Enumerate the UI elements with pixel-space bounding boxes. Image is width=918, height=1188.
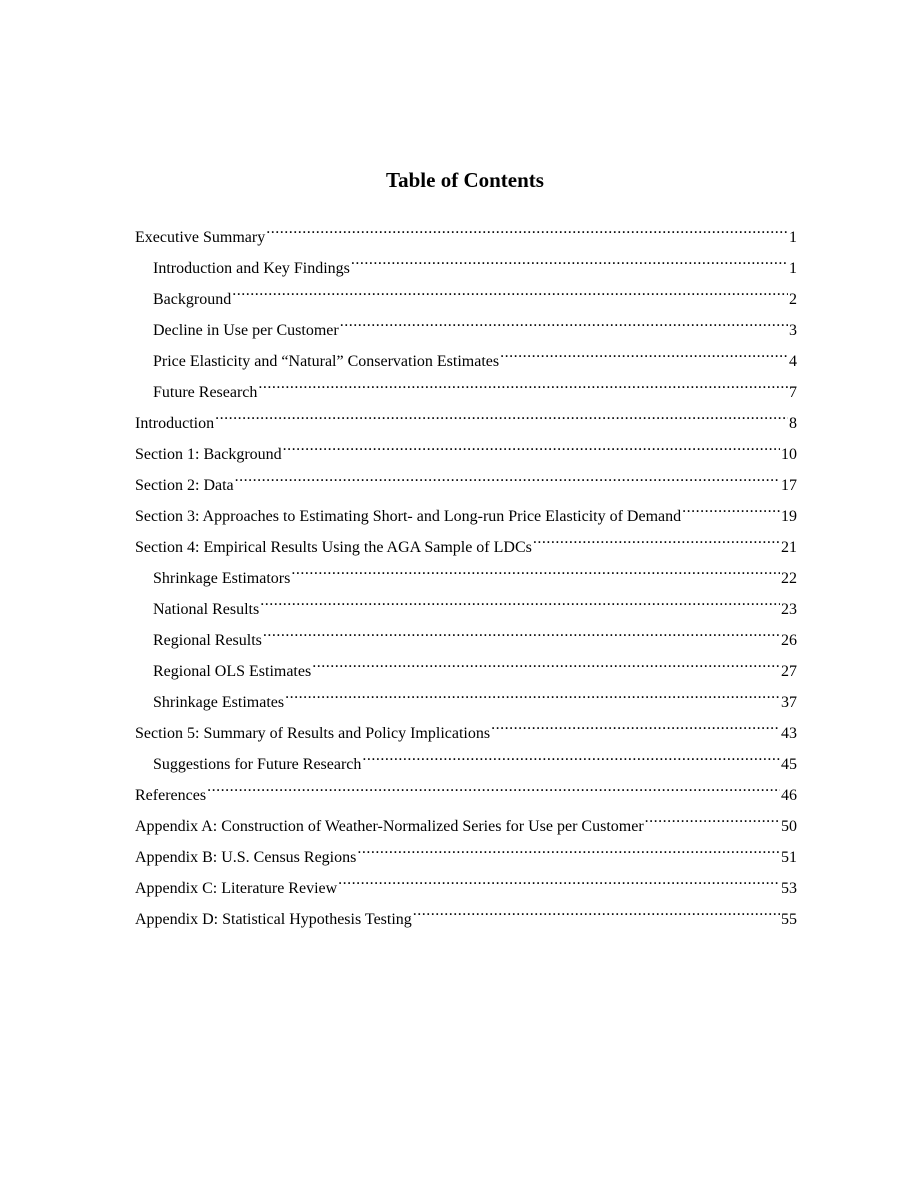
toc-page-number: 2	[789, 291, 797, 308]
toc-entry-title: Appendix A: Construction of Weather-Normalized Series for Use per Customer	[135, 818, 644, 835]
toc-page-number: 55	[781, 911, 797, 928]
toc-entry-title: National Results	[153, 601, 260, 618]
toc-entry-title: Suggestions for Future Research	[153, 756, 362, 773]
dot-leader	[645, 805, 780, 831]
toc-entry-title: Appendix C: Literature Review	[135, 880, 338, 897]
toc-subentry[interactable]	[135, 247, 797, 278]
toc-subentry[interactable]	[135, 650, 797, 681]
toc-entry-title: Section 5: Summary of Results and Policy Implications	[135, 725, 491, 742]
dot-leader	[291, 557, 780, 583]
toc-page-number: 1	[789, 260, 797, 277]
toc-entry-title: Future Research	[153, 384, 258, 401]
dot-leader	[258, 371, 788, 397]
dot-leader	[285, 681, 780, 707]
toc-entry-title: Shrinkage Estimates	[153, 694, 285, 711]
toc-page-number: 50	[781, 818, 797, 835]
dot-leader	[413, 898, 780, 924]
toc-entry-title: Regional Results	[153, 632, 262, 649]
toc-page-number: 10	[781, 446, 797, 463]
dot-leader	[283, 433, 780, 459]
dot-leader	[351, 247, 788, 273]
toc-entry-title: Section 2: Data	[135, 477, 234, 494]
toc-page-number: 51	[781, 849, 797, 866]
toc-page-number: 1	[789, 229, 797, 246]
toc-page-number: 7	[789, 384, 797, 401]
dot-leader	[357, 836, 780, 862]
toc-entry-title: Decline in Use per Customer	[153, 322, 339, 339]
toc-page-number: 27	[781, 663, 797, 680]
page-title: Table of Contents	[386, 168, 544, 192]
toc-entry[interactable]	[135, 495, 797, 526]
toc-subentry[interactable]	[135, 557, 797, 588]
toc-subentry[interactable]	[135, 619, 797, 650]
dot-leader	[491, 712, 780, 738]
dot-leader	[533, 526, 780, 552]
toc-entry[interactable]	[135, 867, 797, 898]
toc-subentry[interactable]	[135, 743, 797, 774]
dot-leader	[235, 464, 780, 490]
toc-page-number: 37	[781, 694, 797, 711]
toc-entry[interactable]	[135, 464, 797, 495]
toc-entry[interactable]	[135, 805, 797, 836]
toc-entry-title: Appendix D: Statistical Hypothesis Testing	[135, 911, 412, 928]
toc-entry[interactable]	[135, 712, 797, 743]
toc-subentry[interactable]	[135, 278, 797, 309]
toc-entry-title: Section 4: Empirical Results Using the AGA Sample of LDCs	[135, 539, 532, 556]
toc-page-number: 3	[789, 322, 797, 339]
toc-entry[interactable]	[135, 898, 797, 929]
toc-entry-title: Executive Summary	[135, 229, 266, 246]
toc-list	[135, 216, 797, 929]
toc-entry-title: Regional OLS Estimates	[153, 663, 312, 680]
toc-subentry[interactable]	[135, 371, 797, 402]
toc-entry-title: Introduction and Key Findings	[153, 260, 350, 277]
toc-subentry[interactable]	[135, 309, 797, 340]
dot-leader	[362, 743, 780, 769]
dot-leader	[312, 650, 780, 676]
dot-leader	[338, 867, 780, 893]
toc-page-number: 43	[781, 725, 797, 742]
toc-page-number: 21	[781, 539, 797, 556]
toc-page-number: 17	[781, 477, 797, 494]
toc-page-number: 8	[789, 415, 797, 432]
dot-leader	[260, 588, 780, 614]
dot-leader	[263, 619, 780, 645]
dot-leader	[500, 340, 788, 366]
toc-entry-title: Section 3: Approaches to Estimating Short- and Long-run Price Elasticity of Demand	[135, 508, 682, 525]
toc-entry[interactable]	[135, 774, 797, 805]
toc-entry[interactable]	[135, 836, 797, 867]
toc-entry[interactable]	[135, 433, 797, 464]
toc-entry-title: Background	[153, 291, 232, 308]
toc-entry-title: Appendix B: U.S. Census Regions	[135, 849, 357, 866]
toc-entry[interactable]	[135, 402, 797, 433]
toc-entry[interactable]	[135, 216, 797, 247]
toc-entry-title: References	[135, 787, 207, 804]
toc-entry-title: Introduction	[135, 415, 215, 432]
toc-entry-title: Section 1: Background	[135, 446, 282, 463]
toc-entry[interactable]	[135, 526, 797, 557]
dot-leader	[266, 216, 788, 242]
toc-page-number: 45	[781, 756, 797, 773]
toc-subentry[interactable]	[135, 340, 797, 371]
toc-subentry[interactable]	[135, 681, 797, 712]
dot-leader	[215, 402, 788, 428]
toc-page-number: 19	[781, 508, 797, 525]
toc-subentry[interactable]	[135, 588, 797, 619]
dot-leader	[207, 774, 780, 800]
toc-page-number: 53	[781, 880, 797, 897]
toc-page-number: 26	[781, 632, 797, 649]
toc-page-number: 4	[789, 353, 797, 370]
dot-leader	[232, 278, 788, 304]
dot-leader	[682, 495, 780, 521]
toc-page-number: 22	[781, 570, 797, 587]
toc-entry-title: Shrinkage Estimators	[153, 570, 291, 587]
dot-leader	[340, 309, 788, 335]
toc-entry-title: Price Elasticity and “Natural” Conservation Estimates	[153, 353, 500, 370]
toc-page-number: 23	[781, 601, 797, 618]
toc-page-number: 46	[781, 787, 797, 804]
